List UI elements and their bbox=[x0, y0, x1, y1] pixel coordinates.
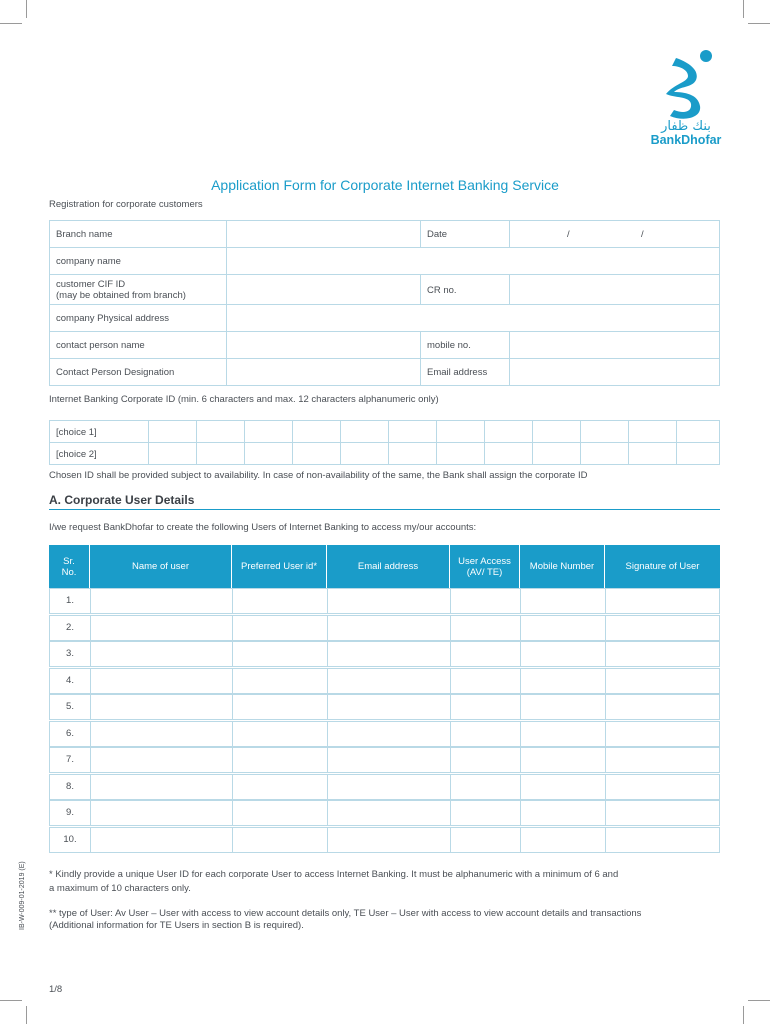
crop-mark bbox=[748, 23, 770, 24]
preferred-user-id-cell[interactable] bbox=[232, 616, 328, 640]
char-cell-divider bbox=[436, 421, 437, 442]
email-address-cell[interactable] bbox=[327, 828, 451, 852]
email-address-cell[interactable] bbox=[327, 616, 451, 640]
preferred-user-id-cell[interactable] bbox=[232, 828, 328, 852]
signature-cell[interactable] bbox=[605, 748, 720, 772]
name-of-user-cell[interactable] bbox=[90, 669, 233, 693]
user-access-cell[interactable] bbox=[450, 801, 521, 825]
mobile-number-cell[interactable] bbox=[520, 669, 606, 693]
email-input[interactable] bbox=[510, 359, 720, 385]
user-access-cell[interactable] bbox=[450, 669, 521, 693]
mobile-number-cell[interactable] bbox=[520, 616, 606, 640]
col-signature: Signature of User bbox=[625, 561, 700, 572]
user-access-cell[interactable] bbox=[450, 748, 521, 772]
name-of-user-cell[interactable] bbox=[90, 775, 233, 799]
row-number: 3. bbox=[66, 648, 74, 659]
char-cell-divider bbox=[148, 443, 149, 464]
contact-person-label: contact person name bbox=[56, 340, 145, 351]
table-row bbox=[49, 615, 720, 641]
user-access-cell[interactable] bbox=[450, 589, 521, 613]
row-number: 2. bbox=[66, 621, 74, 633]
email-address-cell[interactable] bbox=[327, 801, 451, 825]
preferred-user-id-cell[interactable] bbox=[232, 801, 328, 825]
email-address-cell[interactable] bbox=[327, 695, 451, 719]
preferred-user-id-cell[interactable] bbox=[232, 722, 328, 746]
company-name-input[interactable] bbox=[227, 248, 719, 274]
col-access-label-2: (AV/ TE) bbox=[466, 566, 503, 578]
row-number: 7. bbox=[66, 754, 74, 765]
section-a-title: A. Corporate User Details bbox=[49, 493, 195, 507]
col-no-label: No. bbox=[61, 566, 77, 578]
char-cell-divider bbox=[532, 421, 533, 442]
user-access-cell[interactable] bbox=[450, 722, 521, 746]
char-cell-divider bbox=[196, 443, 197, 464]
logo-english-text: BankDhofar bbox=[650, 133, 722, 147]
company-name-row bbox=[49, 247, 720, 275]
col-name-of-user: Name of user bbox=[131, 561, 190, 572]
user-access-cell[interactable] bbox=[450, 775, 521, 799]
form-subtitle: Registration for corporate customers bbox=[49, 199, 203, 210]
section-a-intro: I/we request BankDhofar to create the following Users of Internet Banking to access my/our accounts: bbox=[49, 522, 477, 533]
name-of-user-cell[interactable] bbox=[90, 722, 233, 746]
crop-mark bbox=[0, 1000, 22, 1001]
table-row bbox=[49, 774, 720, 800]
logo-arabic-text: بنك ظفار bbox=[661, 119, 711, 134]
name-of-user-cell[interactable] bbox=[90, 801, 233, 825]
branch-name-label: Branch name bbox=[56, 229, 113, 240]
date-input[interactable] bbox=[510, 221, 720, 247]
page-number: 1/8 bbox=[49, 984, 63, 995]
table-row bbox=[49, 827, 720, 853]
char-cell-divider bbox=[676, 421, 677, 442]
user-access-cell[interactable] bbox=[450, 828, 521, 852]
cif-input[interactable] bbox=[227, 275, 419, 304]
char-cell-divider bbox=[244, 443, 245, 464]
char-cell-divider bbox=[148, 421, 149, 442]
contact-designation-input[interactable] bbox=[227, 359, 419, 385]
crop-mark bbox=[26, 0, 27, 18]
col-mobile-number: Mobile Number bbox=[529, 561, 595, 572]
col-sr-label: Sr. bbox=[63, 555, 75, 567]
mobile-number-cell[interactable] bbox=[520, 695, 606, 719]
table-row bbox=[49, 800, 720, 826]
table-row bbox=[49, 721, 720, 747]
row-number: 9. bbox=[66, 807, 74, 818]
email-address-cell[interactable] bbox=[327, 775, 451, 799]
note-2-line-1: ** type of User: Av User – User with access to view account details only, TE User – User with access to view account details and transactions bbox=[49, 908, 642, 919]
signature-cell[interactable] bbox=[605, 722, 720, 746]
choice-1-label: [choice 1] bbox=[56, 427, 97, 438]
char-cell-divider bbox=[292, 443, 293, 464]
preferred-user-id-cell[interactable] bbox=[232, 589, 328, 613]
char-cell-divider bbox=[388, 421, 389, 442]
branch-date-row bbox=[49, 220, 720, 248]
name-of-user-cell[interactable] bbox=[90, 748, 233, 772]
name-of-user-cell[interactable] bbox=[90, 695, 233, 719]
char-cell-divider bbox=[436, 443, 437, 464]
signature-cell[interactable] bbox=[605, 801, 720, 825]
signature-cell[interactable] bbox=[605, 616, 720, 640]
preferred-user-id-cell[interactable] bbox=[232, 775, 328, 799]
col-preferred-user-id: Preferred User id* bbox=[240, 561, 318, 572]
char-cell-divider bbox=[292, 421, 293, 442]
date-separator: / bbox=[567, 229, 570, 240]
preferred-user-id-cell[interactable] bbox=[232, 669, 328, 693]
mobile-number-cell[interactable] bbox=[520, 642, 606, 666]
char-cell-divider bbox=[484, 421, 485, 442]
cr-no-label: CR no. bbox=[427, 285, 457, 296]
email-address-cell[interactable] bbox=[327, 748, 451, 772]
char-cell-divider bbox=[340, 421, 341, 442]
crop-mark bbox=[0, 23, 22, 24]
cr-no-input[interactable] bbox=[510, 275, 720, 304]
char-cell-divider bbox=[580, 421, 581, 442]
note-1-line-2: a maximum of 10 characters only. bbox=[49, 883, 191, 894]
signature-cell[interactable] bbox=[605, 642, 720, 666]
cif-cr-row bbox=[49, 274, 720, 305]
crop-mark bbox=[26, 1006, 27, 1024]
table-row bbox=[49, 668, 720, 694]
section-divider bbox=[49, 509, 720, 510]
company-address-label: company Physical address bbox=[56, 313, 169, 324]
date-separator: / bbox=[641, 229, 644, 240]
crop-mark bbox=[748, 1000, 770, 1001]
cif-label bbox=[56, 279, 186, 301]
email-address-cell[interactable] bbox=[327, 669, 451, 693]
address-row bbox=[49, 304, 720, 332]
company-address-input[interactable] bbox=[227, 305, 719, 331]
row-number: 8. bbox=[66, 780, 74, 792]
signature-cell[interactable] bbox=[605, 669, 720, 693]
choice-1-row bbox=[49, 420, 720, 443]
col-user-access bbox=[450, 545, 519, 588]
date-label: Date bbox=[427, 229, 448, 240]
table-row bbox=[49, 747, 720, 773]
row-number: 1. bbox=[66, 595, 74, 606]
contact-person-input[interactable] bbox=[227, 332, 419, 358]
row-number: 4. bbox=[66, 674, 74, 686]
designation-email-row bbox=[49, 358, 720, 386]
crop-mark bbox=[743, 0, 744, 18]
mobile-number-cell[interactable] bbox=[520, 748, 606, 772]
user-access-cell[interactable] bbox=[450, 616, 521, 640]
char-cell-divider bbox=[676, 443, 677, 464]
row-number: 5. bbox=[66, 701, 74, 712]
user-table-header bbox=[49, 545, 720, 588]
char-cell-divider bbox=[484, 443, 485, 464]
col-sr-no bbox=[49, 545, 89, 588]
table-row bbox=[49, 694, 720, 720]
char-cell-divider bbox=[196, 421, 197, 442]
col-email-address: Email address bbox=[357, 561, 419, 572]
mobile-number-cell[interactable] bbox=[520, 801, 606, 825]
preferred-user-id-cell[interactable] bbox=[232, 695, 328, 719]
mobile-number-cell[interactable] bbox=[520, 589, 606, 613]
email-address-cell[interactable] bbox=[327, 589, 451, 613]
logo-mark-icon bbox=[658, 48, 714, 120]
mobile-number-cell[interactable] bbox=[520, 775, 606, 799]
email-label: Email address bbox=[427, 367, 488, 378]
signature-cell[interactable] bbox=[605, 695, 720, 719]
mobile-label: mobile no. bbox=[427, 340, 471, 351]
char-cell-divider bbox=[532, 443, 533, 464]
branch-name-input[interactable] bbox=[227, 221, 419, 247]
char-cell-divider bbox=[628, 421, 629, 442]
name-of-user-cell[interactable] bbox=[90, 616, 233, 640]
choice-2-label: [choice 2] bbox=[56, 449, 97, 460]
name-of-user-cell[interactable] bbox=[90, 589, 233, 613]
char-cell-divider bbox=[628, 443, 629, 464]
mobile-number-cell[interactable] bbox=[520, 828, 606, 852]
name-of-user-cell[interactable] bbox=[90, 642, 233, 666]
signature-cell[interactable] bbox=[605, 775, 720, 799]
mobile-number-cell[interactable] bbox=[520, 722, 606, 746]
contact-mobile-row bbox=[49, 331, 720, 359]
name-of-user-cell[interactable] bbox=[90, 828, 233, 852]
signature-cell[interactable] bbox=[605, 828, 720, 852]
availability-note: Chosen ID shall be provided subject to availability. In case of non-availability of the same, the Bank shall assign the corporate ID bbox=[49, 470, 588, 481]
preferred-user-id-cell[interactable] bbox=[232, 748, 328, 772]
char-cell-divider bbox=[244, 421, 245, 442]
email-address-cell[interactable] bbox=[327, 642, 451, 666]
table-row bbox=[49, 641, 720, 667]
choice-2-row bbox=[49, 442, 720, 465]
corporate-id-label: Internet Banking Corporate ID (min. 6 characters and max. 12 characters alphanumeric only) bbox=[49, 394, 439, 405]
char-cell-divider bbox=[340, 443, 341, 464]
row-number: 6. bbox=[66, 727, 74, 739]
company-name-label: company name bbox=[56, 256, 121, 267]
row-number: 10. bbox=[63, 833, 77, 845]
table-row bbox=[49, 588, 720, 614]
char-cell-divider bbox=[580, 443, 581, 464]
document-code: IB-W-009-01-2019 (E) bbox=[19, 861, 26, 930]
contact-designation-label: Contact Person Designation bbox=[56, 367, 175, 378]
col-access-label-1: User Access bbox=[458, 555, 511, 567]
form-title: Application Form for Corporate Internet Banking Service bbox=[211, 177, 559, 193]
mobile-input[interactable] bbox=[510, 332, 720, 358]
preferred-user-id-cell[interactable] bbox=[232, 642, 328, 666]
signature-cell[interactable] bbox=[605, 589, 720, 613]
bank-logo bbox=[650, 48, 722, 148]
note-2-line-2: (Additional information for TE Users in section B is required). bbox=[49, 920, 304, 931]
user-access-cell[interactable] bbox=[450, 695, 521, 719]
cif-label-line2: (may be obtained from branch) bbox=[56, 290, 186, 301]
email-address-cell[interactable] bbox=[327, 722, 451, 746]
user-access-cell[interactable] bbox=[450, 642, 521, 666]
cif-label-line1: customer CIF ID bbox=[56, 279, 126, 290]
char-cell-divider bbox=[388, 443, 389, 464]
crop-mark bbox=[743, 1006, 744, 1024]
note-1-line-1: * Kindly provide a unique User ID for each corporate User to access Internet Banking. It must be alphanumeric with a minimum of 6 and bbox=[49, 869, 619, 880]
